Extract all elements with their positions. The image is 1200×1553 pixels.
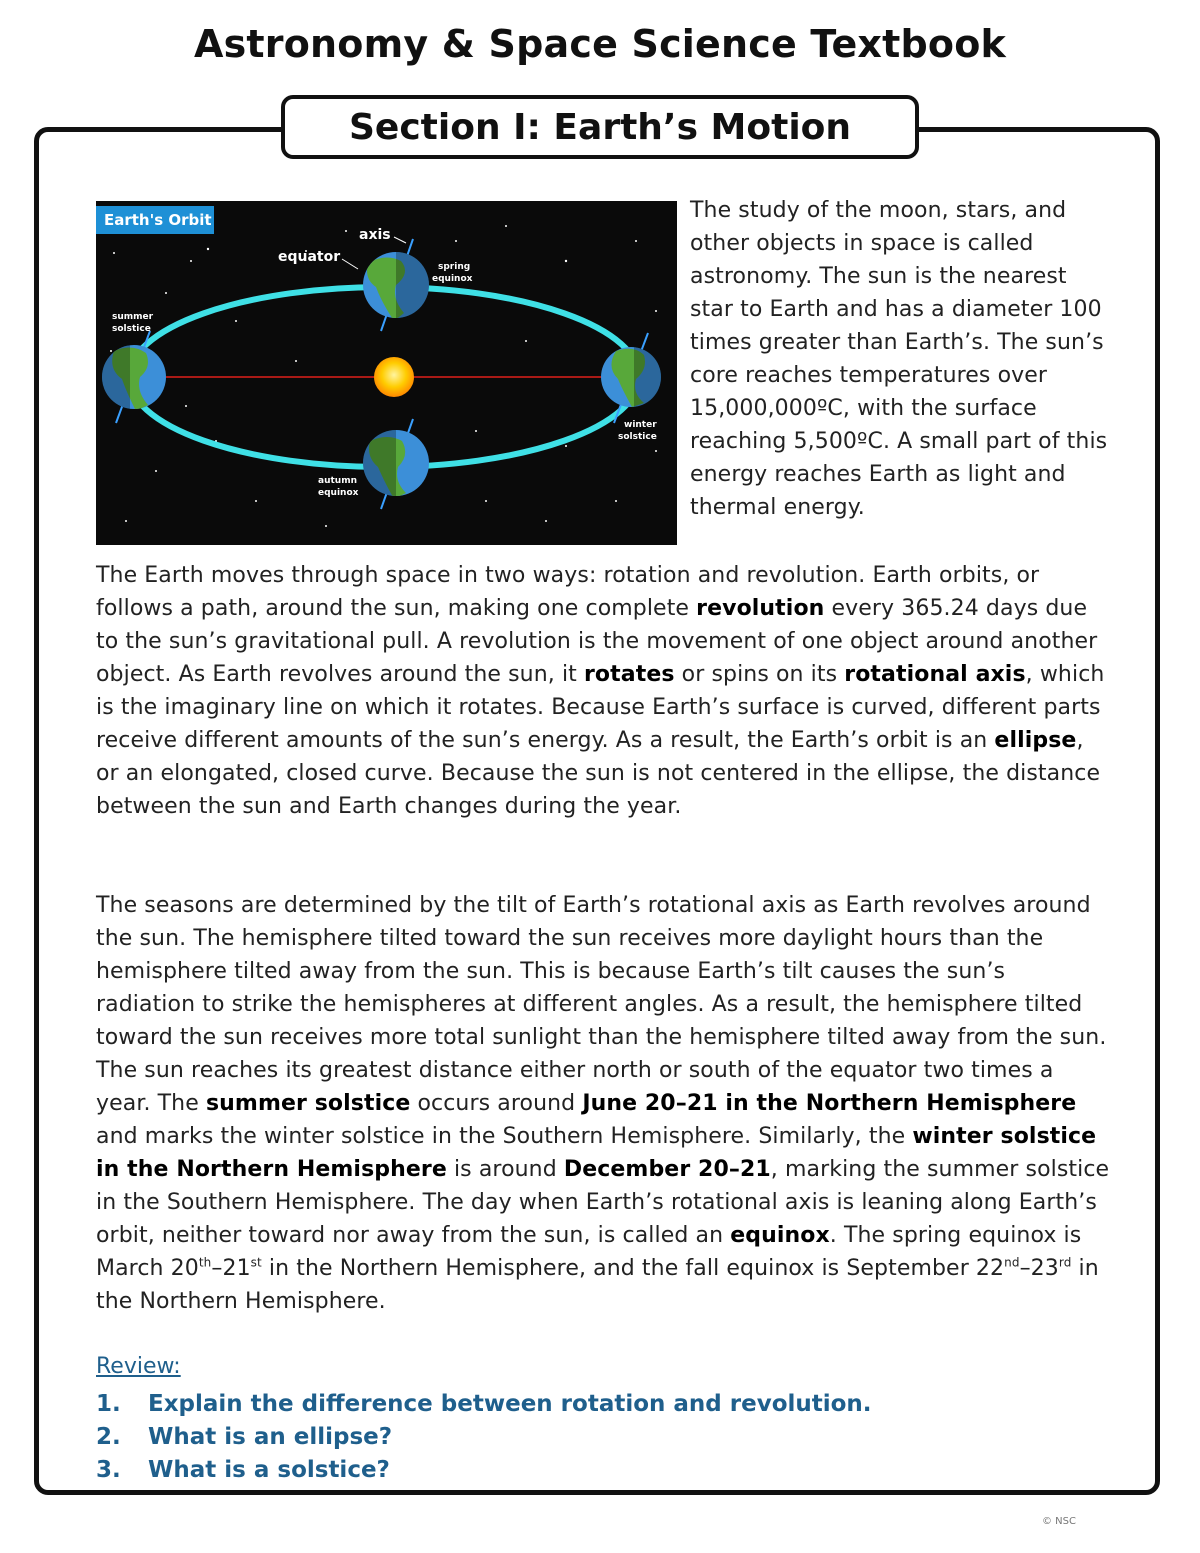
equator-label: equator <box>278 249 341 265</box>
seasons-paragraph: The seasons are determined by the tilt of Earth’s rotational axis as Earth revolves around the sun. The hemisphere tilted toward the sun receives more daylight hours than the hemisphere tilted away from the sun. This is because Earth’s tilt causes the sun’s radiation to strike the hemispheres at different angles. As a result, the hemisphere tilted toward the sun receives more total sunlight than the hemisphere tilted away from the sun. The sun reaches its greatest distance either north or south of the equator two times a year. The summer solstice occurs around June 20–21 in the Northern Hemisphere and marks the winter solstice in the Southern Hemisphere. Similarly, the winter solstice in the Northern Hemisphere is around December 20–21, marking the summer solstice in the Southern Hemisphere. The day when Earth’s rotational axis is leaning along Earth’s orbit, neither toward nor away from the sun, is called an equinox. The spring equinox is March 20th–21st in the Northern Hemisphere, and the fall equinox is September 22nd–23rd in the Northern Hemisphere. <box>96 893 1110 1314</box>
winter-solstice-label: winter solstice <box>618 420 657 442</box>
term-equinox: equinox <box>730 1223 830 1248</box>
review-heading: Review: <box>96 1354 181 1379</box>
spring-equinox-label: spring equinox <box>432 262 473 284</box>
term-ellipse: ellipse <box>994 728 1077 753</box>
earth-orbit-figure <box>96 201 677 545</box>
review-question: 3. What is a solstice? <box>96 1457 390 1483</box>
term-revolution: revolution <box>696 596 825 621</box>
sun <box>374 357 414 397</box>
review-questions <box>96 1388 872 1487</box>
orbit-diagram <box>96 201 677 545</box>
motion-paragraph: The Earth moves through space in two ways: rotation and revolution. Earth orbits, or follows a path, around the sun, making one complete revolution every 365.24 days due to the sun’s gravitational pull. A revolution is the movement of one object around another object. As Earth revolves around the sun, it rotates or spins on its rotational axis, which is the imaginary line on which it rotates. Because Earth’s surface is curved, different parts receive different amounts of the sun’s energy. As a result, the Earth’s orbit is an ellipse, or an elongated, closed curve. Because the sun is not centered in the ellipse, the distance between the sun and Earth changes during the year. <box>96 563 1105 819</box>
term-winter-solstice: winter solstice in the Northern Hemisphere <box>96 1124 1097 1182</box>
autumn-equinox-label: autumn equinox <box>318 476 359 498</box>
review-question: 1. Explain the difference between rotation and revolution. <box>96 1391 872 1417</box>
date-december: December 20–21 <box>563 1157 771 1182</box>
earth-winter-solstice <box>601 333 664 423</box>
intro-paragraph: The study of the moon, stars, and other objects in space is called astronomy. The sun is the nearest star to Earth and has a diameter 100 times greater than Earth’s. The sun’s core reaches temperatures over 15,000,000ºC, with the surface reaching 5,500ºC. A small part of this energy reaches Earth as light and thermal energy. <box>690 198 1108 520</box>
summer-solstice-label: summer solstice <box>112 312 154 334</box>
review-question: 2. What is an ellipse? <box>96 1424 393 1450</box>
document-title: Astronomy & Space Science Textbook <box>194 22 1006 66</box>
earth-autumn-equinox <box>362 419 429 509</box>
earth-summer-solstice <box>102 331 166 423</box>
axis-label: axis <box>359 227 391 243</box>
earth-spring-equinox <box>363 239 436 331</box>
term-summer-solstice: summer solstice <box>205 1091 411 1116</box>
figure-label: Earth's Orbit <box>104 211 212 229</box>
section-header <box>281 95 919 159</box>
section-title: Section I: Earth’s Motion <box>348 106 852 148</box>
term-rotational-axis: rotational axis <box>844 662 1026 687</box>
term-rotates: rotates <box>583 662 675 687</box>
date-june: June 20–21 in the Northern Hemisphere <box>582 1091 1077 1116</box>
copyright: © NSC <box>1042 1516 1076 1527</box>
